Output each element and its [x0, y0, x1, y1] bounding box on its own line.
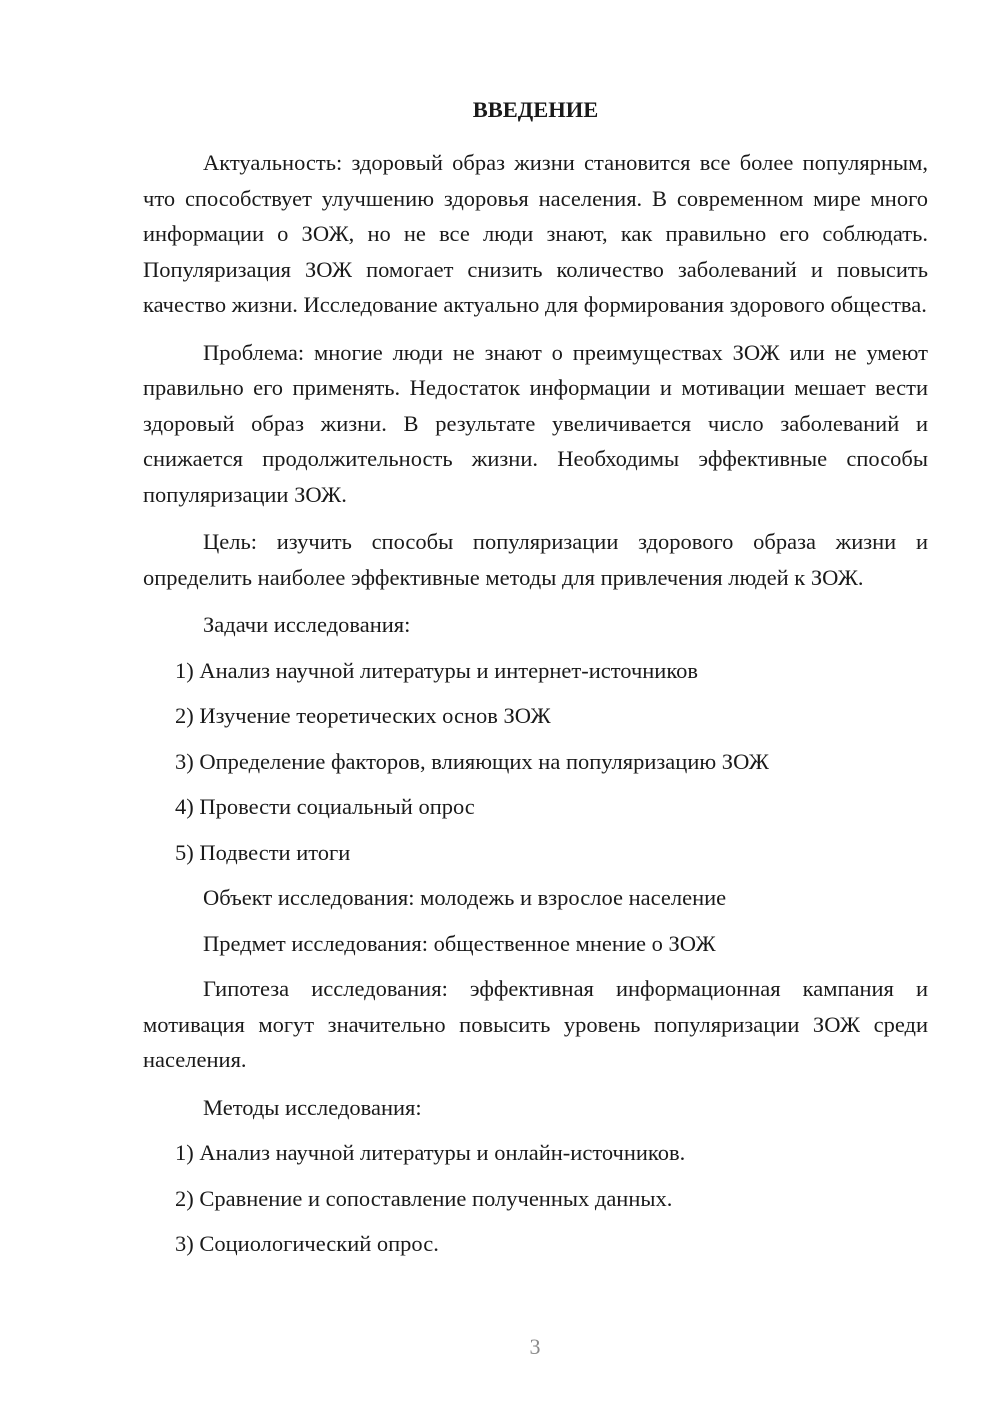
- tasks-title: Задачи исследования:: [203, 612, 411, 637]
- list-item: 2) Сравнение и сопоставление полученных данных.: [175, 1185, 673, 1211]
- hypothesis-paragraph: Гипотеза исследования: эффективная информационная кампания и мотивация могут значительно повысить уровень популяризации ЗОЖ среди населения.: [143, 976, 928, 1072]
- list-item: 5) Подвести итоги: [175, 839, 351, 865]
- methods-title: Методы исследования:: [203, 1094, 422, 1120]
- problem-paragraph: Проблема: многие люди не знают о преимуществах ЗОЖ или не умеют правильно его применять. Недостаток информации и мотивации мешает вести здоровый образ жизни. В результате увеличивается число заболеваний и снижается продолжительность жизни. Необходимы эффективные способы популяризации ЗОЖ.: [143, 339, 928, 507]
- list-item: 1) Анализ научной литературы и интернет-источников: [175, 657, 699, 683]
- page-content: [143, 95, 928, 1272]
- list-item: 1) Анализ научной литературы и онлайн-источников.: [175, 1140, 686, 1165]
- list-item: 3) Определение факторов, влияющих на популяризацию ЗОЖ: [175, 748, 769, 774]
- relevance-paragraph: Актуальность: здоровый образ жизни становится все более популярным, что способствует улучшению здоровья населения. В современном мире много информации о ЗОЖ, но не все люди знают, как правильно его соблюдать. Популяризация ЗОЖ помогает снизить количество заболеваний и повысить качество жизни. Исследование актуально для формирования здорового общества.: [143, 150, 928, 317]
- list-item: 2) Изучение теоретических основ ЗОЖ: [175, 703, 551, 728]
- subject-line: Предмет исследования: общественное мнение о ЗОЖ: [203, 930, 716, 956]
- section-heading: ВВЕДЕНИЕ: [472, 97, 599, 122]
- page-number: 3: [529, 1334, 541, 1359]
- methods-list: [143, 1135, 928, 1262]
- goal-paragraph: Цель: изучить способы популяризации здорового образа жизни и определить наиболее эффективные методы для привлечения людей к ЗОЖ.: [143, 529, 928, 590]
- object-line: Объект исследования: молодежь и взрослое население: [203, 885, 727, 910]
- tasks-list: [143, 653, 928, 871]
- list-item: 3) Социологический опрос.: [175, 1231, 439, 1256]
- list-item: 4) Провести социальный опрос: [175, 794, 475, 819]
